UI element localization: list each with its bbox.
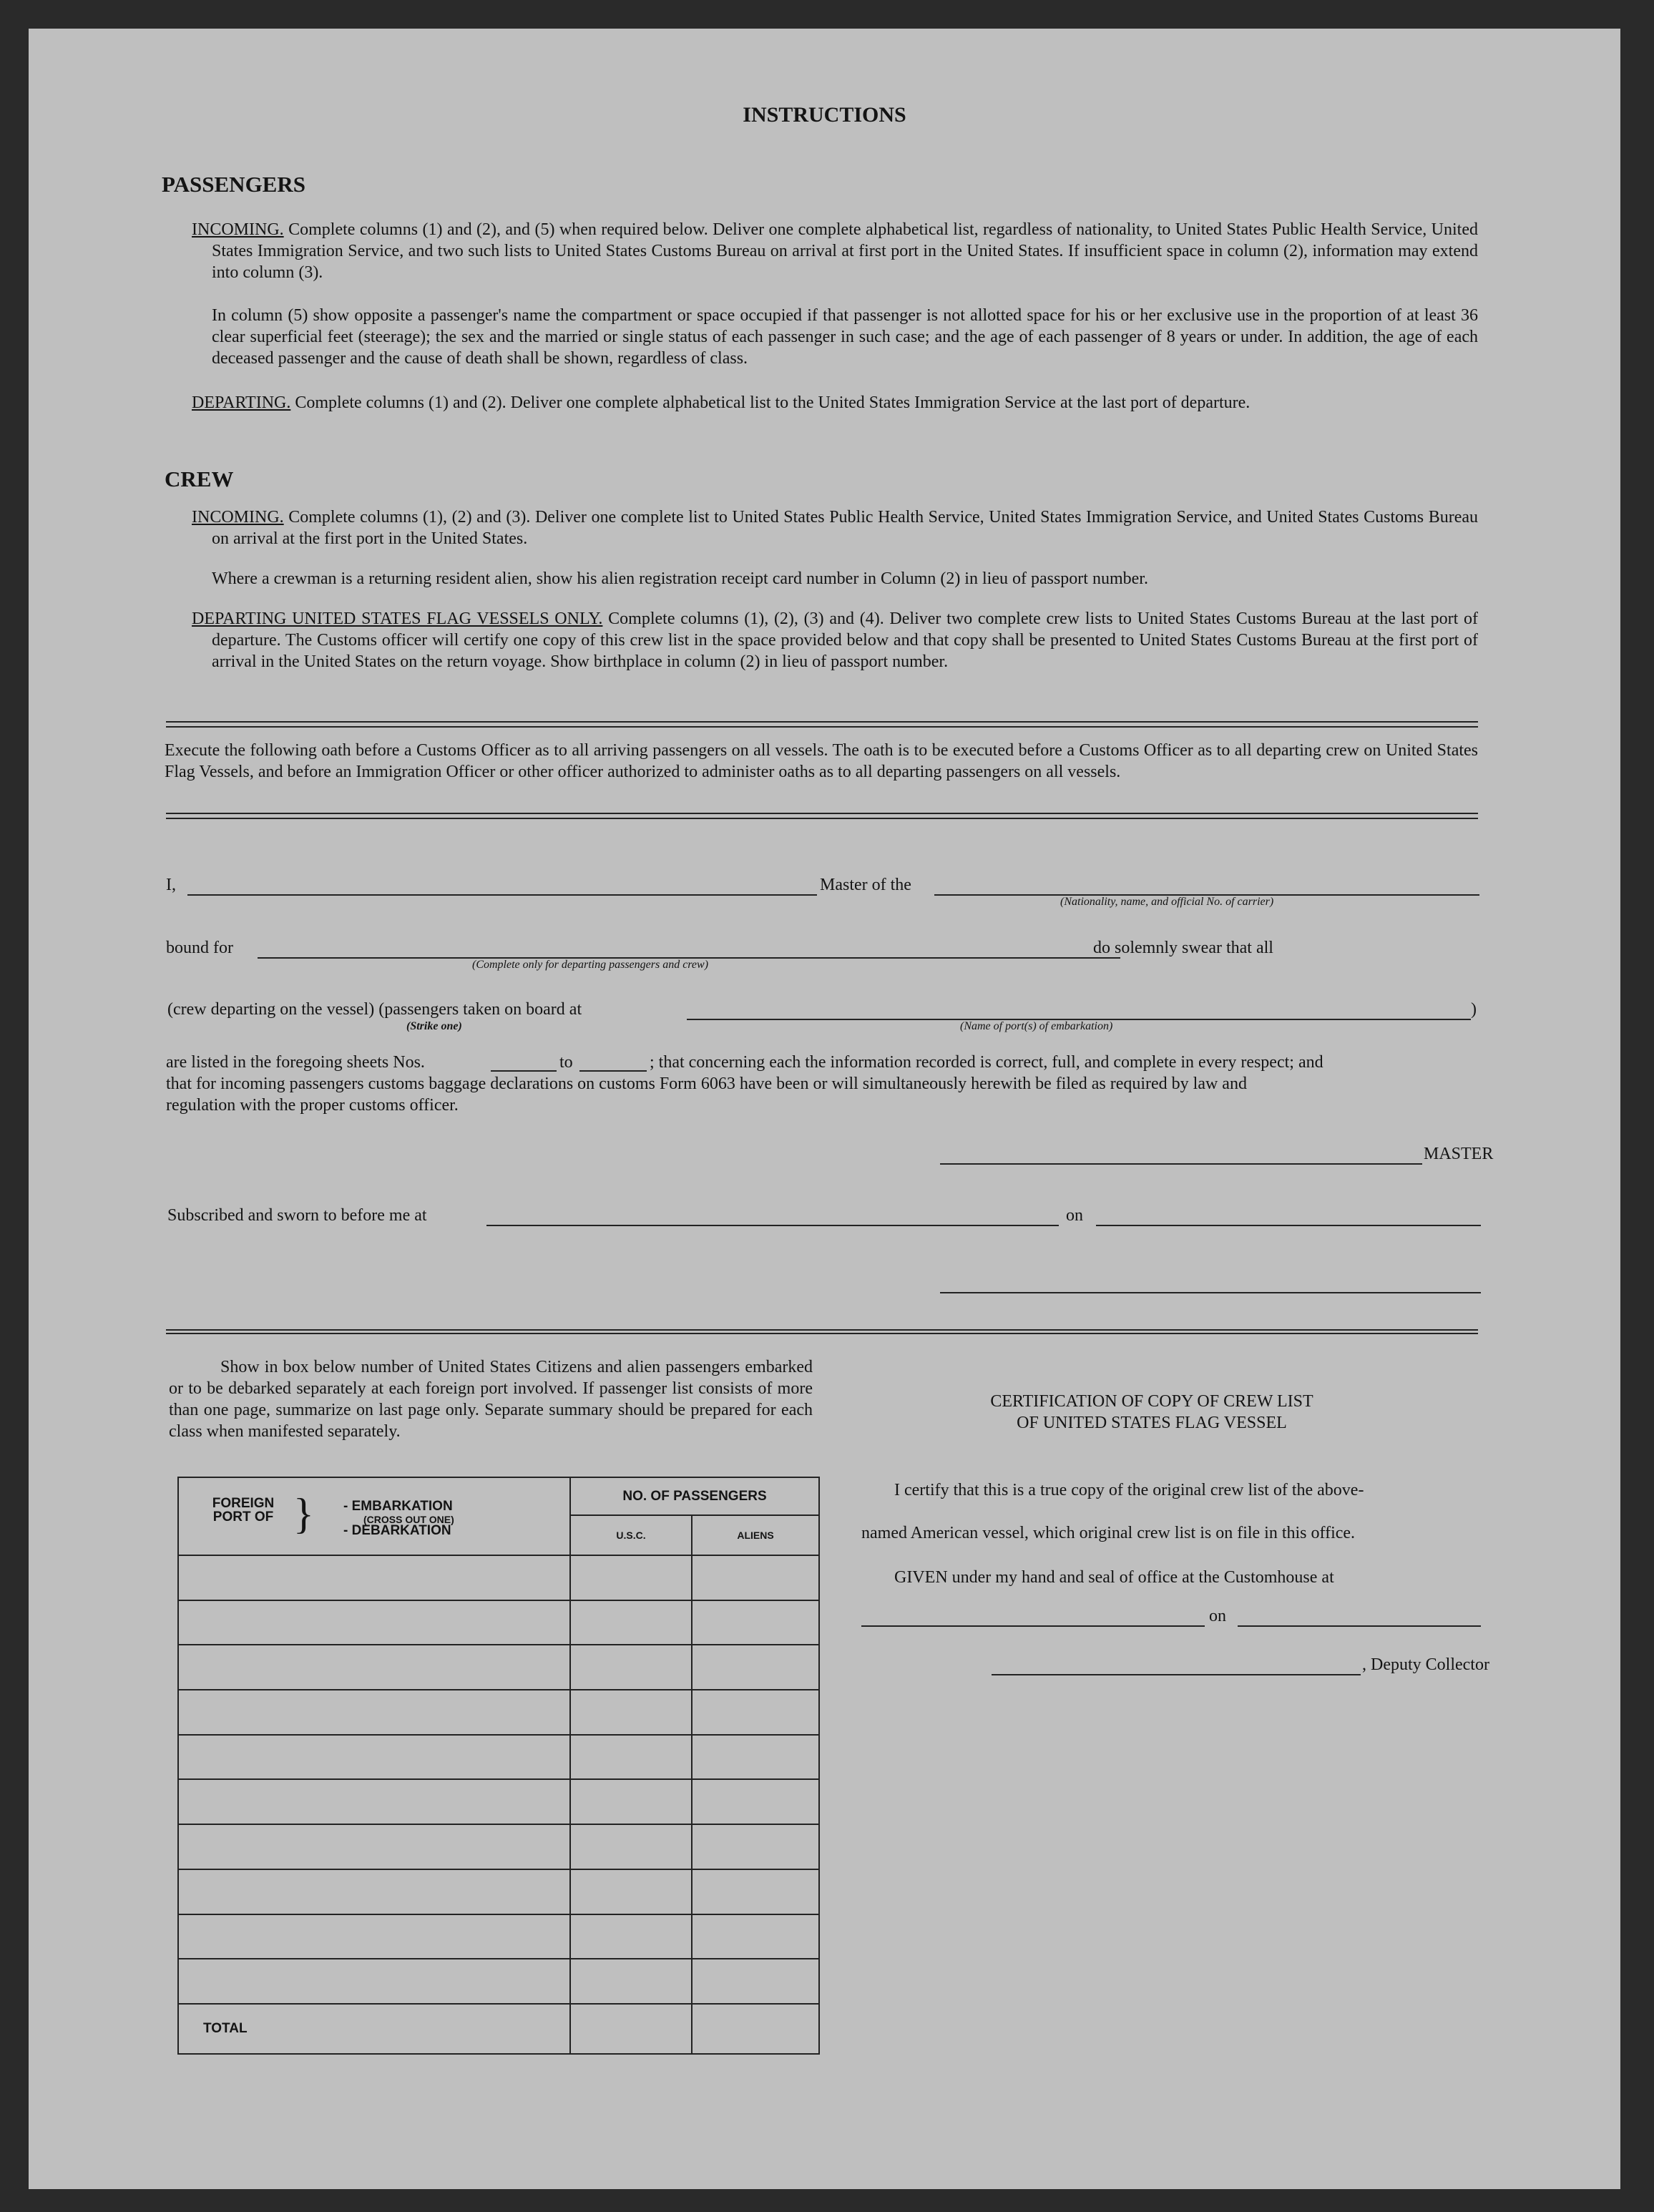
listed-sheets-label: are listed in the foregoing sheets Nos. bbox=[166, 1053, 425, 1072]
master-of-label: Master of the bbox=[820, 876, 911, 894]
close-paren: ) bbox=[1471, 1000, 1477, 1019]
master-name-field[interactable] bbox=[187, 894, 817, 896]
deputy-collector-label: , Deputy Collector bbox=[1362, 1655, 1489, 1674]
crew-departing-paragraph bbox=[192, 608, 1478, 672]
usc-header: U.S.C. bbox=[570, 1515, 692, 1555]
usc-cell[interactable] bbox=[570, 1869, 692, 1914]
usc-cell[interactable] bbox=[570, 1959, 692, 2004]
aliens-total-cell[interactable] bbox=[692, 2004, 819, 2054]
listed-to-label: to bbox=[559, 1053, 573, 1072]
aliens-cell[interactable] bbox=[692, 1735, 819, 1780]
ports-caption: (Name of port(s) of embarkation) bbox=[960, 1020, 1113, 1032]
aliens-cell[interactable] bbox=[692, 1600, 819, 1645]
total-label: TOTAL bbox=[178, 2004, 570, 2054]
listed-clause: ; that concerning each the information recorded is correct, full, and complete in every respect; and bbox=[650, 1053, 1323, 1072]
table-row bbox=[178, 1690, 819, 1735]
double-rule-3 bbox=[166, 1329, 1478, 1334]
crew-passengers-label: (crew departing on the vessel) (passengers taken on board at bbox=[167, 1000, 582, 1019]
table-row bbox=[178, 1869, 819, 1914]
certify-line-2: named American vessel, which original crew list is on file in this office. bbox=[861, 1524, 1356, 1542]
aliens-cell[interactable] bbox=[692, 1690, 819, 1735]
summary-instruction: Show in box below number of United States Citizens and alien passengers embarked or to be debarked separately at each foreign port involved. If passenger list consists of more than one page, summarize on last page only. Separate summary should be prepared for each class when manifested separately. bbox=[169, 1358, 813, 1441]
certification-heading-1: CERTIFICATION OF COPY OF CREW LIST bbox=[990, 1392, 1313, 1411]
table-row bbox=[178, 1959, 819, 2004]
usc-cell[interactable] bbox=[570, 1645, 692, 1690]
passengers-heading: PASSENGERS bbox=[162, 172, 305, 197]
total-row bbox=[178, 2004, 819, 2054]
double-rule-2 bbox=[166, 813, 1478, 819]
given-line: GIVEN under my hand and seal of office at the Customhouse at bbox=[894, 1568, 1334, 1587]
port-cell[interactable] bbox=[178, 1869, 570, 1914]
port-cell[interactable] bbox=[178, 1779, 570, 1824]
certification-date-field[interactable] bbox=[1238, 1625, 1481, 1627]
table-row bbox=[178, 1779, 819, 1824]
departing-caption: (Complete only for departing passengers and crew) bbox=[472, 959, 709, 971]
aliens-cell[interactable] bbox=[692, 1824, 819, 1869]
crew-incoming-lead: INCOMING. bbox=[192, 508, 284, 527]
passengers-incoming-paragraph bbox=[192, 219, 1478, 283]
sworn-date-field[interactable] bbox=[1096, 1225, 1481, 1226]
foreign-port-of-label: FOREIGN PORT OF bbox=[212, 1496, 275, 1525]
port-cell[interactable] bbox=[178, 1959, 570, 2004]
passengers-incoming-lead: INCOMING. bbox=[192, 220, 284, 239]
table-row bbox=[178, 1735, 819, 1780]
brace-symbol: } bbox=[293, 1490, 314, 1537]
passengers-departing-text: Complete columns (1) and (2). Deliver one complete alphabetical list to the United States Immigration Service at the last port of departure. bbox=[295, 393, 1251, 412]
port-cell[interactable] bbox=[178, 1690, 570, 1735]
usc-cell[interactable] bbox=[570, 1779, 692, 1824]
port-cell[interactable] bbox=[178, 1600, 570, 1645]
swear-label: do solemnly swear that all bbox=[1093, 939, 1273, 957]
aliens-cell[interactable] bbox=[692, 1959, 819, 2004]
deputy-collector-signature-field[interactable] bbox=[992, 1674, 1361, 1675]
debarkation-label: - DEBARKATION bbox=[343, 1523, 451, 1538]
usc-cell[interactable] bbox=[570, 1914, 692, 1959]
crew-departing-lead: DEPARTING UNITED STATES FLAG VESSELS ONLY. bbox=[192, 610, 603, 628]
sheet-from-field[interactable] bbox=[491, 1070, 557, 1072]
port-cell[interactable] bbox=[178, 1914, 570, 1959]
master-signature-field[interactable] bbox=[940, 1163, 1422, 1165]
usc-cell[interactable] bbox=[570, 1600, 692, 1645]
table-row bbox=[178, 1555, 819, 1600]
subscribed-label: Subscribed and sworn to before me at bbox=[167, 1206, 427, 1225]
listed-line-3: regulation with the proper customs officer. bbox=[166, 1096, 459, 1115]
certify-line-1: I certify that this is a true copy of the original crew list of the above- bbox=[894, 1481, 1364, 1499]
carrier-caption: (Nationality, name, and official No. of carrier) bbox=[1060, 896, 1274, 908]
no-of-passengers-header: NO. OF PASSENGERS bbox=[570, 1477, 819, 1515]
sworn-place-field[interactable] bbox=[486, 1225, 1059, 1226]
crew-departing-text: Complete columns (1), (2), (3) and (4). Deliver two complete crew lists to United States Customs Bureau at the last port of departure. The Customs officer will certify one copy of this crew list in the space provided below and that copy shall be presented to United States Customs Bureau at the first port of arrival in the United States on the return voyage. Show birthplace in column (2) in lieu of passport number. bbox=[212, 610, 1478, 671]
aliens-cell[interactable] bbox=[692, 1645, 819, 1690]
passengers-column5-paragraph: In column (5) show opposite a passenger's name the compartment or space occupied if that passenger is not allotted space for his or her exclusive use in the proportion of at least 36 clear superficial feet (steerage); the sex and the married or single status of each passenger in such case; and the age of each passenger of 8 years or under. In addition, the age of each deceased passenger and the cause of death shall be shown, regardless of class. bbox=[212, 306, 1478, 368]
sheet-to-field[interactable] bbox=[579, 1070, 647, 1072]
double-rule-1 bbox=[166, 721, 1478, 728]
sworn-on-label: on bbox=[1066, 1206, 1083, 1225]
table-row bbox=[178, 1645, 819, 1690]
aliens-cell[interactable] bbox=[692, 1779, 819, 1824]
certification-heading-2: OF UNITED STATES FLAG VESSEL bbox=[1017, 1414, 1287, 1432]
crew-incoming-text: Complete columns (1), (2) and (3). Deliver one complete list to United States Public Health Service, United States Immigration Service, and United States Customs Bureau on arrival at the first port in the United States. bbox=[212, 508, 1479, 548]
oath-i-label: I, bbox=[166, 876, 176, 894]
table-row bbox=[178, 1824, 819, 1869]
port-cell[interactable] bbox=[178, 1735, 570, 1780]
customhouse-field[interactable] bbox=[861, 1625, 1205, 1627]
usc-cell[interactable] bbox=[570, 1735, 692, 1780]
table-row bbox=[178, 1600, 819, 1645]
crew-resident-paragraph: Where a crewman is a returning resident alien, show his alien registration receipt card number in Column (2) in lieu of passport number. bbox=[212, 569, 1148, 588]
master-label: MASTER bbox=[1424, 1145, 1494, 1163]
page-title: INSTRUCTIONS bbox=[743, 103, 906, 127]
form-sheet bbox=[29, 29, 1620, 2189]
passengers-incoming-text: Complete columns (1) and (2), and (5) when required below. Deliver one complete alphabetical list, regardless of nationality, to United States Public Health Service, United States Immigration Service, and two such lists to United States Customs Bureau on arrival at first port in the United States. If insufficient space in column (2), information may extend into column (3). bbox=[212, 220, 1479, 282]
strike-one-caption: (Strike one) bbox=[406, 1020, 462, 1032]
table-row bbox=[178, 1914, 819, 1959]
officer-signature-field[interactable] bbox=[940, 1292, 1481, 1293]
crew-heading: CREW bbox=[165, 466, 234, 491]
port-cell[interactable] bbox=[178, 1555, 570, 1600]
port-cell[interactable] bbox=[178, 1824, 570, 1869]
bound-for-label: bound for bbox=[166, 939, 233, 957]
passengers-departing-paragraph bbox=[192, 392, 1478, 413]
usc-cell[interactable] bbox=[570, 1824, 692, 1869]
certification-on-label: on bbox=[1209, 1607, 1226, 1625]
aliens-cell[interactable] bbox=[692, 1914, 819, 1959]
passengers-departing-lead: DEPARTING. bbox=[192, 393, 291, 412]
aliens-cell[interactable] bbox=[692, 1869, 819, 1914]
aliens-cell[interactable] bbox=[692, 1555, 819, 1600]
usc-cell[interactable] bbox=[570, 1555, 692, 1600]
embarkation-label: - EMBARKATION bbox=[343, 1499, 453, 1514]
usc-total-cell[interactable] bbox=[570, 2004, 692, 2054]
port-cell[interactable] bbox=[178, 1645, 570, 1690]
usc-cell[interactable] bbox=[570, 1690, 692, 1735]
oath-intro: Execute the following oath before a Customs Officer as to all arriving passengers on all vessels. The oath is to be executed before a Customs Officer as to all departing crew on United States Flag Vessels, and before an Immigration Officer or other officer authorized to administer oaths as to all departing passengers on all vessels. bbox=[165, 741, 1478, 781]
port-header-cell bbox=[178, 1477, 570, 1555]
aliens-header: ALIENS bbox=[692, 1515, 819, 1555]
listed-line-2: that for incoming passengers customs baggage declarations on customs Form 6063 have been or will simultaneously herewith be filed as required by law and bbox=[166, 1075, 1247, 1093]
passenger-summary-table bbox=[177, 1477, 820, 2055]
cross-out-label: (CROSS OUT ONE) bbox=[363, 1514, 454, 1525]
crew-incoming-paragraph bbox=[192, 506, 1478, 549]
